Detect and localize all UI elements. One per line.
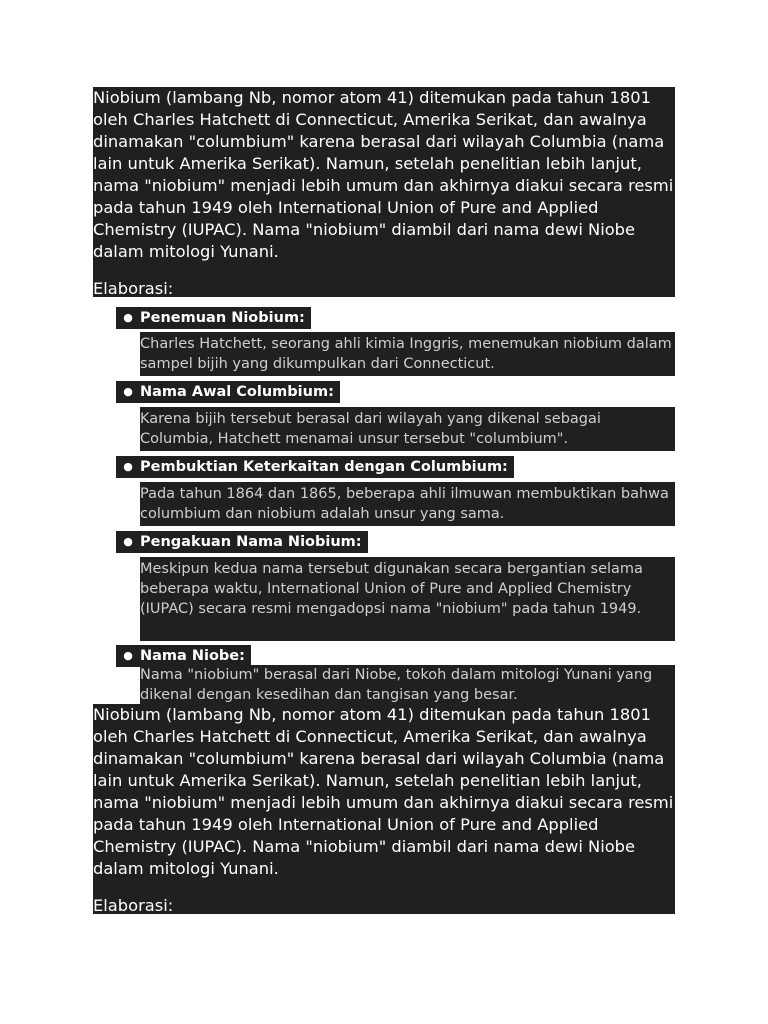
bullet-icon: ● [116, 381, 140, 403]
item-text: Nama "niobium" berasal dari Niobe, tokoh dalam mitologi Yunani yang dikenal dengan kesedihan dan tangisan yang besar. [140, 665, 675, 705]
item-text: Pada tahun 1864 dan 1865, beberapa ahli ilmuwan membuktikan bahwa columbium dan niobium adalah unsur yang sama. [140, 482, 675, 526]
bullet-icon: ● [116, 307, 140, 329]
item-text: Meskipun kedua nama tersebut digunakan secara bergantian selama beberapa waktu, International Union of Pure and Applied Chemistry (IUPAC) secara resmi mengadopsi nama "niobium" pada tahun 1949. [140, 557, 675, 641]
repeat-paragraph: Niobium (lambang Nb, nomor atom 41) ditemukan pada tahun 1801 oleh Charles Hatchett di Connecticut, Amerika Serikat, dan awalnya dinamakan "columbium" karena berasal dari wilayah Columbia (nama lain untuk Amerika Serikat). Namun, setelah penelitian lebih lanjut, nama "niobium" menjadi lebih umum dan akhirnya diakui secara resmi pada tahun 1949 oleh International Union of Pure and Applied Chemistry (IUPAC). Nama "niobium" diambil dari nama dewi Niobe dalam mitologi Yunani. [93, 705, 674, 878]
item-title: Nama Niobe: [140, 645, 251, 667]
item-title: Penemuan Niobium: [140, 307, 311, 329]
intro-paragraph: Niobium (lambang Nb, nomor atom 41) ditemukan pada tahun 1801 oleh Charles Hatchett di Connecticut, Amerika Serikat, dan awalnya dinamakan "columbium" karena berasal dari wilayah Columbia (nama lain untuk Amerika Serikat). Namun, setelah penelitian lebih lanjut, nama "niobium" menjadi lebih umum dan akhirnya diakui secara resmi pada tahun 1949 oleh International Union of Pure and Applied Chemistry (IUPAC). Nama "niobium" diambil dari nama dewi Niobe dalam mitologi Yunani. [93, 88, 674, 261]
intro-block [93, 87, 675, 297]
item-title: Pembuktian Keterkaitan dengan Columbium: [140, 456, 514, 478]
item-text: Charles Hatchett, seorang ahli kimia Inggris, menemukan niobium dalam sampel bijih yang dikumpulkan dari Connecticut. [140, 332, 675, 376]
item-text: Karena bijih tersebut berasal dari wilayah yang dikenal sebagai Columbia, Hatchett menamai unsur tersebut "columbium". [140, 407, 675, 451]
item-title: Nama Awal Columbium: [140, 381, 340, 403]
bullet-icon: ● [116, 645, 140, 667]
bullet-icon: ● [116, 456, 140, 478]
elaborasi-label: Elaborasi: [93, 279, 174, 298]
item-title: Pengakuan Nama Niobium: [140, 531, 368, 553]
repeat-elaborasi-label: Elaborasi: [93, 896, 174, 915]
repeat-block [93, 704, 675, 914]
bullet-icon: ● [116, 531, 140, 553]
elaboration-list [93, 296, 675, 705]
